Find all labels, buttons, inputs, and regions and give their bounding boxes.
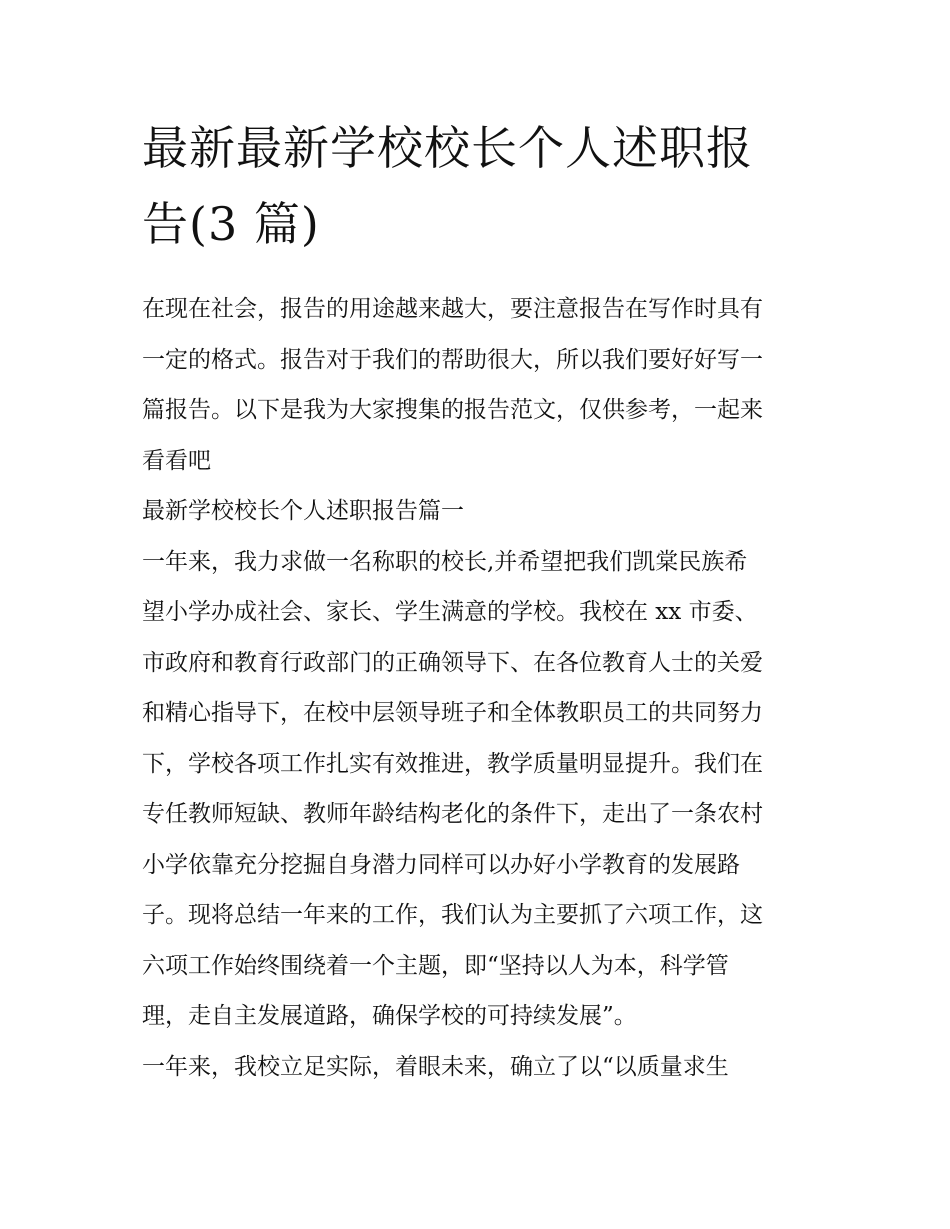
paragraph-line: 理，走自主发展道路，确保学校的可持续发展”。 bbox=[142, 1003, 637, 1029]
paragraph-line: 市政府和教育行政部门的正确领导下、在各位教育人士的关爱 bbox=[142, 649, 763, 676]
paragraph-line: 下，学校各项工作扎实有效推进，教学质量明显提升。我们在 bbox=[142, 750, 763, 777]
document-title bbox=[142, 110, 814, 262]
intro-line: 篇报告。以下是我为大家搜集的报告范文，仅供参考，一起来 bbox=[142, 397, 763, 423]
paragraph-line: 一年来，我力求做一名称职的校长,并希望把我们凯棠民族希 bbox=[142, 548, 748, 575]
intro-line: 在现在社会，报告的用途越来越大，要注意报告在写作时具有 bbox=[142, 296, 763, 322]
paragraph-line: 子。现将总结一年来的工作，我们认为主要抓了六项工作，这 bbox=[142, 902, 763, 928]
paragraph-line: 小学依靠充分挖掘自身潜力同样可以办好小学教育的发展路 bbox=[142, 851, 740, 878]
intro-line: 看看吧 bbox=[142, 447, 211, 474]
paragraph-line: 专任教师短缺、教师年龄结构老化的条件下，走出了一条农村 bbox=[142, 801, 763, 827]
paragraph-1 bbox=[142, 537, 814, 1042]
title-line: 告(3 篇) bbox=[142, 197, 320, 251]
document-body bbox=[142, 284, 814, 1092]
paragraph-2 bbox=[142, 1042, 814, 1093]
paragraph-line: 六项工作始终围绕着一个主题，即“坚持以人为本，科学管 bbox=[142, 952, 729, 979]
paragraph-line: 望小学办成社会、家长、学生满意的学校。我校在 xx 市委、 bbox=[142, 599, 758, 625]
document-page bbox=[142, 110, 814, 1092]
intro-paragraph bbox=[142, 284, 814, 486]
paragraph-line: 和精心指导下，在校中层领导班子和全体教职员工的共同努力 bbox=[142, 700, 763, 726]
title-line: 最新最新学校校长个人述职报 bbox=[142, 121, 753, 175]
intro-line: 一定的格式。报告对于我们的帮助很大，所以我们要好好写一 bbox=[142, 346, 763, 373]
section-heading-text: 最新学校校长个人述职报告篇一 bbox=[142, 498, 464, 524]
section-heading bbox=[142, 486, 814, 537]
paragraph-line: 一年来，我校立足实际，着眼未来，确立了以“以质量求生 bbox=[142, 1053, 729, 1080]
